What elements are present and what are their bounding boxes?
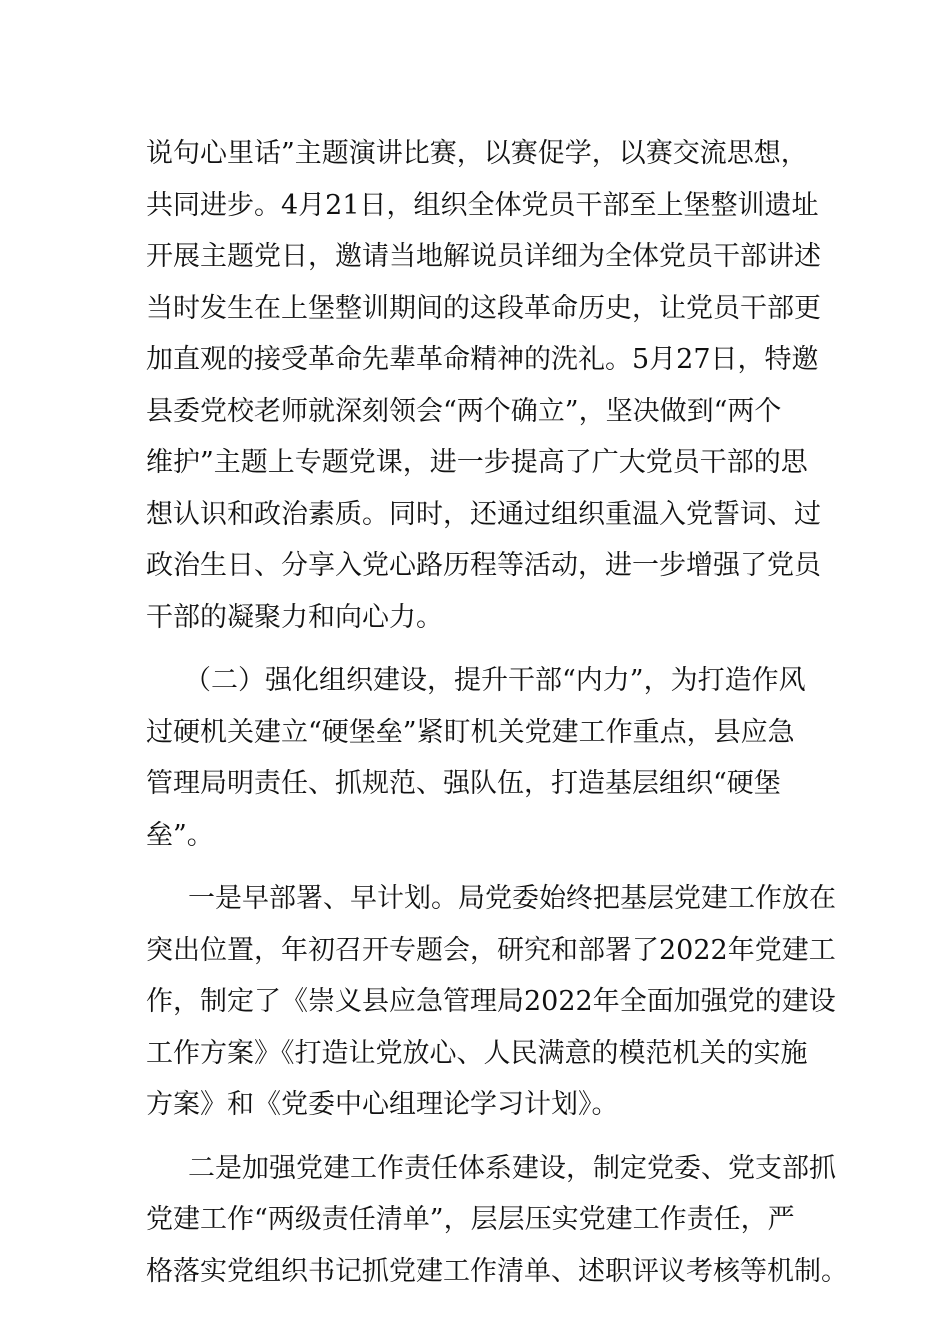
- text-line: 政治生日、分享入党心路历程等活动，进一步增强了党员: [146, 550, 821, 581]
- text-line: （二）强化组织建设，提升干部“内力”，为打造作风: [184, 665, 806, 696]
- text-line: 说句心里话”主题演讲比赛，以赛促学，以赛交流思想，: [146, 138, 808, 169]
- text-line: 过硬机关建立“硬堡垒”紧盯机关党建工作重点，县应急: [146, 716, 795, 748]
- text-line: 作，制定了《崇义县应急管理局2022年全面加强党的建设: [146, 986, 836, 1017]
- paragraph-3: [146, 873, 836, 1131]
- text-line: 二是加强党建工作责任体系建设，制定党委、党支部抓: [188, 1152, 836, 1184]
- text-line: 加直观的接受革命先辈革命精神的洗礼。5月27日，特邀: [146, 344, 819, 375]
- text-line: 当时发生在上堡整训期间的这段革命历史，让党员干部更: [146, 292, 821, 324]
- paragraph-2: [146, 655, 806, 861]
- text-line: 一是早部署、早计划。局党委始终把基层党建工作放在: [188, 883, 836, 914]
- text-line: 方案》和《党委中心组理论学习计划》。: [146, 1089, 619, 1120]
- text-line: 干部的凝聚力和向心力。: [146, 601, 443, 633]
- text-line: 垒”。: [146, 819, 214, 851]
- text-line: 突出位置，年初召开专题会，研究和部署了2022年党建工: [146, 934, 836, 966]
- paragraph-4: [146, 1143, 848, 1298]
- text-line: 工作方案》《打造让党放心、人民满意的模范机关的实施: [146, 1037, 808, 1069]
- text-line: 县委党校老师就深刻领会“两个确立”，坚决做到“两个: [146, 395, 782, 427]
- text-line: 开展主题党日，邀请当地解说员详细为全体党员干部讲述: [146, 241, 821, 272]
- text-line: 维护”主题上专题党课，进一步提高了广大党员干部的思: [146, 447, 808, 478]
- text-line: 党建工作“两级责任清单”，层层压实党建工作责任，严: [146, 1204, 795, 1235]
- text-line: 格落实党组织书记抓党建工作清单、述职评议考核等机制。: [146, 1255, 848, 1287]
- paragraph-spacer: [146, 861, 806, 873]
- paragraph-spacer: [146, 643, 806, 655]
- document-body: [146, 128, 848, 1297]
- paragraph-spacer: [146, 1131, 806, 1143]
- text-line: 想认识和政治素质。同时，还通过组织重温入党誓词、过: [146, 498, 821, 530]
- text-line: 管理局明责任、抓规范、强队伍，打造基层组织“硬堡: [146, 768, 781, 799]
- text-line: 共同进步。4月21日，组织全体党员干部至上堡整训遗址: [146, 189, 819, 221]
- paragraph-1: [146, 128, 821, 643]
